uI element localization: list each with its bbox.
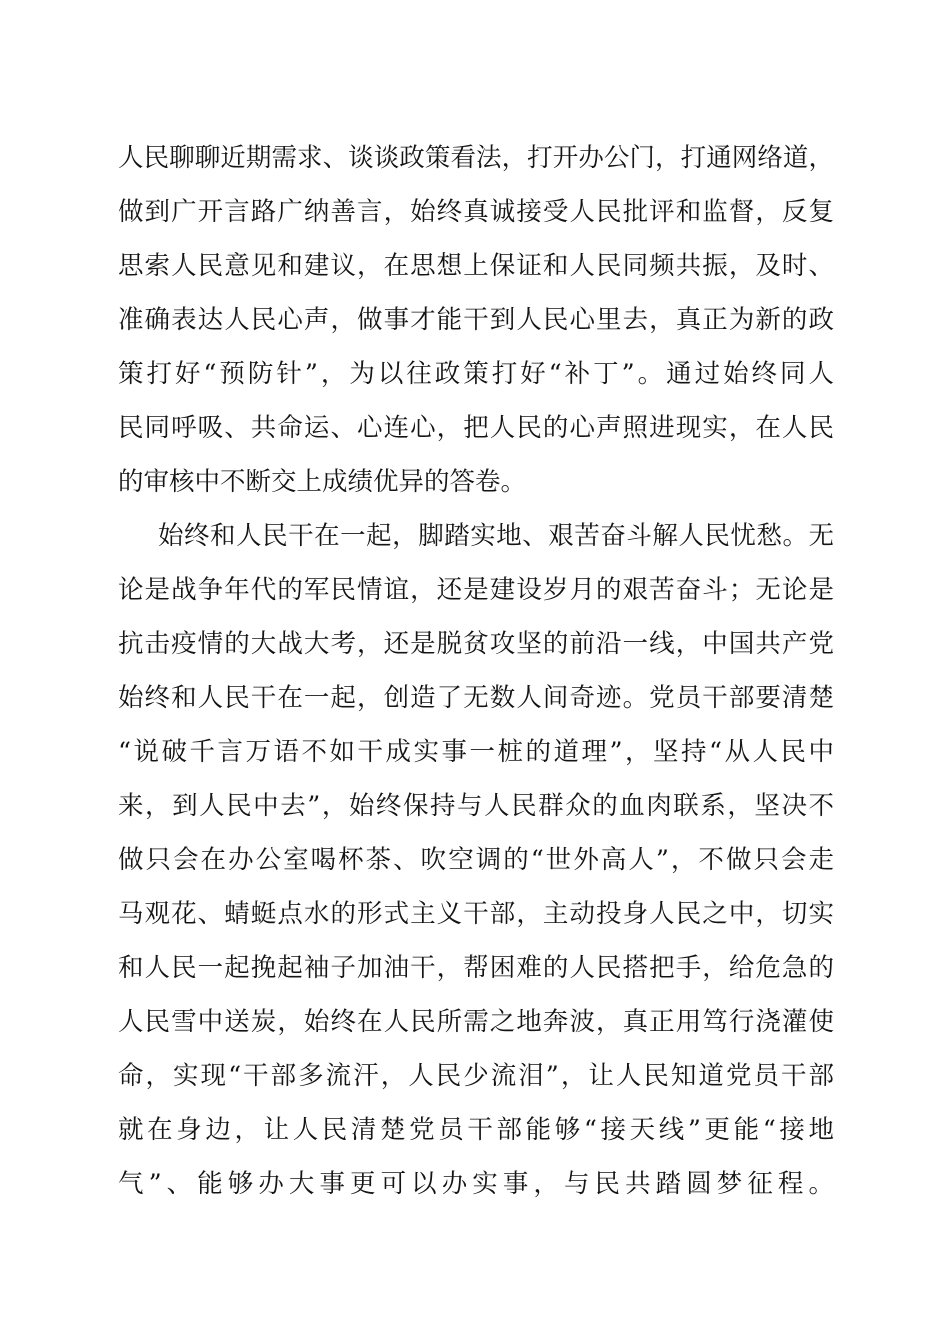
text-line: 民同呼吸、共命运、心连心，把人民的心声照进现实，在人民 [118,413,834,443]
text-line: 气”、能够办大事更可以办实事，与民共踏圆梦征程。 [118,1169,834,1199]
text-line: 准确表达人民心声，做事才能干到人民心里去，真正为新的政 [118,305,834,335]
paragraph-1 [118,131,834,509]
text-line: 的审核中不断交上成绩优异的答卷。 [118,467,527,497]
text-line: 始终和人民干在一起，创造了无数人间奇迹。党员干部要清楚 [118,683,834,713]
text-line: 就在身边，让人民清楚党员干部能够“接天线”更能“接地 [118,1115,834,1145]
text-line: 马观花、蜻蜓点水的形式主义干部，主动投身人民之中，切实 [118,899,834,929]
body-text [118,131,834,1265]
text-line: 抗击疫情的大战大考，还是脱贫攻坚的前沿一线，中国共产党 [118,629,834,659]
paragraph-2 [118,509,834,1265]
text-line: 来，到人民中去”，始终保持与人民群众的血肉联系，坚决不 [118,791,834,821]
text-line: 做只会在办公室喝杯茶、吹空调的“世外高人”，不做只会走 [118,845,834,875]
text-line: 做到广开言路广纳善言，始终真诚接受人民批评和监督，反复 [118,197,834,227]
text-line [118,1211,834,1265]
text-line: 和人民一起挽起袖子加油干，帮困难的人民搭把手，给危急的 [118,953,834,983]
text-line: 始终和人民干在一起，脚踏实地、艰苦奋斗解人民忧愁。无 [158,521,834,551]
text-line: 思索人民意见和建议，在思想上保证和人民同频共振，及时、 [118,251,834,281]
text-line: 命，实现“干部多流汗，人民少流泪”，让人民知道党员干部 [118,1061,834,1091]
text-line: 策打好“预防针”，为以往政策打好“补丁”。通过始终同人 [118,359,834,389]
text-line: 人民聊聊近期需求、谈谈政策看法，打开办公门，打通网络道， [118,143,834,173]
text-line: 人民雪中送炭，始终在人民所需之地奔波，真正用笃行浇灌使 [118,1007,834,1037]
text-line: “说破千言万语不如干成实事一桩的道理”，坚持“从人民中 [118,737,834,767]
text-line: 论是战争年代的军民情谊，还是建设岁月的艰苦奋斗；无论是 [118,575,834,605]
